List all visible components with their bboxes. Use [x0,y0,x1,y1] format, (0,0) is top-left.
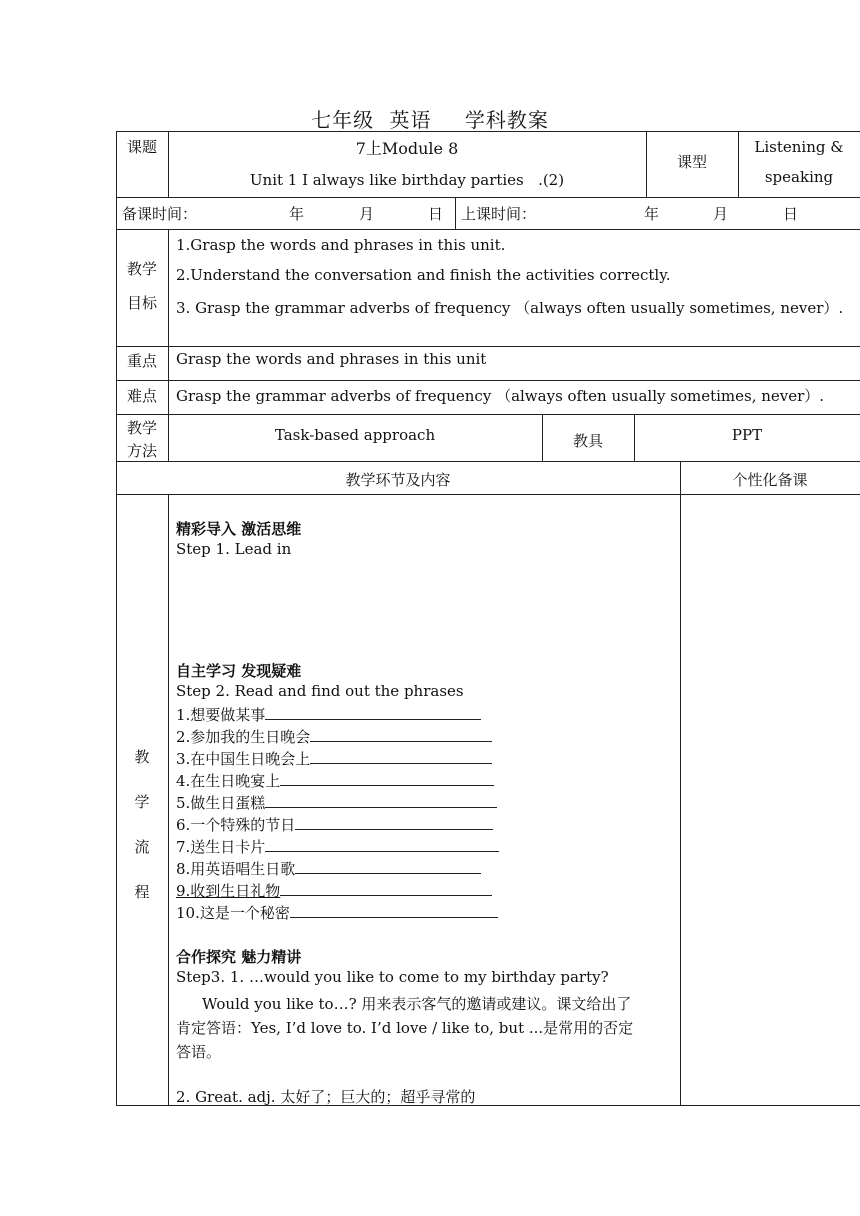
section-title-lead-in: 精彩导入 激活思维 [176,520,302,538]
lesson-type-label: 课型 [676,153,707,171]
objective-item: 1.Grasp the words and phrases in this unit. [176,236,506,254]
class-year-label: 年 [644,205,660,223]
lesson-type-value-line2: speaking [764,168,834,186]
step3-explanation: Would you like to…? 用来表示客气的邀请或建议。课文给出了 [202,995,632,1013]
process-side-label: 教 [134,748,150,766]
phrase-item: 7.送生日卡片 [176,836,499,857]
difficulty-label: 难点 [126,387,157,405]
process-side-label: 程 [134,883,150,901]
prep-day-label: 日 [428,205,444,223]
step3-item2: 2. Great. adj. 太好了；巨大的；超乎寻常的 [176,1088,476,1106]
phrase-item: 2.参加我的生日晚会 [176,726,492,747]
doc-type-label: 学科教案 [464,108,549,132]
class-month-label: 月 [713,205,729,223]
phrase-item: 1.想要做某事 [176,704,481,725]
phrase-item: 8.用英语唱生日歌 [176,858,481,879]
phrase-item: 5.做生日蛋糕 [176,792,497,813]
step3-explanation: 答语。 [176,1043,222,1061]
method-label-line1: 教学 [126,419,157,437]
prep-time-label: 备课时间： [122,205,198,223]
step3-explanation: 肯定答语：Yes, I’d love to. I’d love / like to, but ...是常用的否定 [176,1019,634,1037]
objectives-label-line1: 教学 [126,260,157,278]
class-time-label: 上课时间： [461,205,537,223]
grade-label: 七年级 [311,108,375,132]
topic-line2: Unit 1 I always like birthday parties .(2) [249,171,565,189]
key-point-label: 重点 [126,352,157,370]
personal-notes-label: 个性化备课 [732,471,808,489]
objectives-label-line2: 目标 [126,294,157,312]
difficulty-text: Grasp the grammar adverbs of frequency （always often usually sometimes, never）. [176,387,825,405]
process-side-label: 学 [134,793,150,811]
teaching-tools-value: PPT [731,426,763,444]
objective-item: 2.Understand the conversation and finish the activities correctly. [176,266,671,284]
phrase-item: 9.收到生日礼物 [176,880,492,901]
step2-text: Step 2. Read and find out the phrases [176,682,464,700]
phrase-item: 3.在中国生日晚会上 [176,748,492,769]
prep-month-label: 月 [359,205,375,223]
step3-text: Step3. 1. …would you like to come to my birthday party? [176,968,609,986]
step1-text: Step 1. Lead in [176,540,292,558]
topic-line1: 7上Module 8 [355,139,459,158]
objective-item: 3. Grasp the grammar adverbs of frequency （always often usually sometimes, never）. [176,299,844,317]
prep-year-label: 年 [289,205,305,223]
key-point-text: Grasp the words and phrases in this unit [176,350,487,368]
phrase-item: 10.这是一个秘密 [176,902,498,923]
subject-label: 英语 [389,108,432,132]
class-day-label: 日 [783,205,799,223]
lesson-type-value-line1: Listening & [754,138,844,156]
process-content-label: 教学环节及内容 [345,471,451,489]
process-side-label: 流 [134,838,150,856]
teaching-tools-label: 教具 [572,432,603,450]
method-label-line2: 方法 [126,442,157,460]
method-value: Task-based approach [274,426,436,444]
section-title-cooperative: 合作探究 魅力精讲 [176,948,302,966]
phrase-item: 6.一个特殊的节日 [176,814,493,835]
phrase-item: 4.在生日晚宴上 [176,770,494,791]
section-title-self-study: 自主学习 发现疑难 [176,662,302,680]
document-title [0,104,860,133]
topic-label: 课题 [126,138,157,156]
